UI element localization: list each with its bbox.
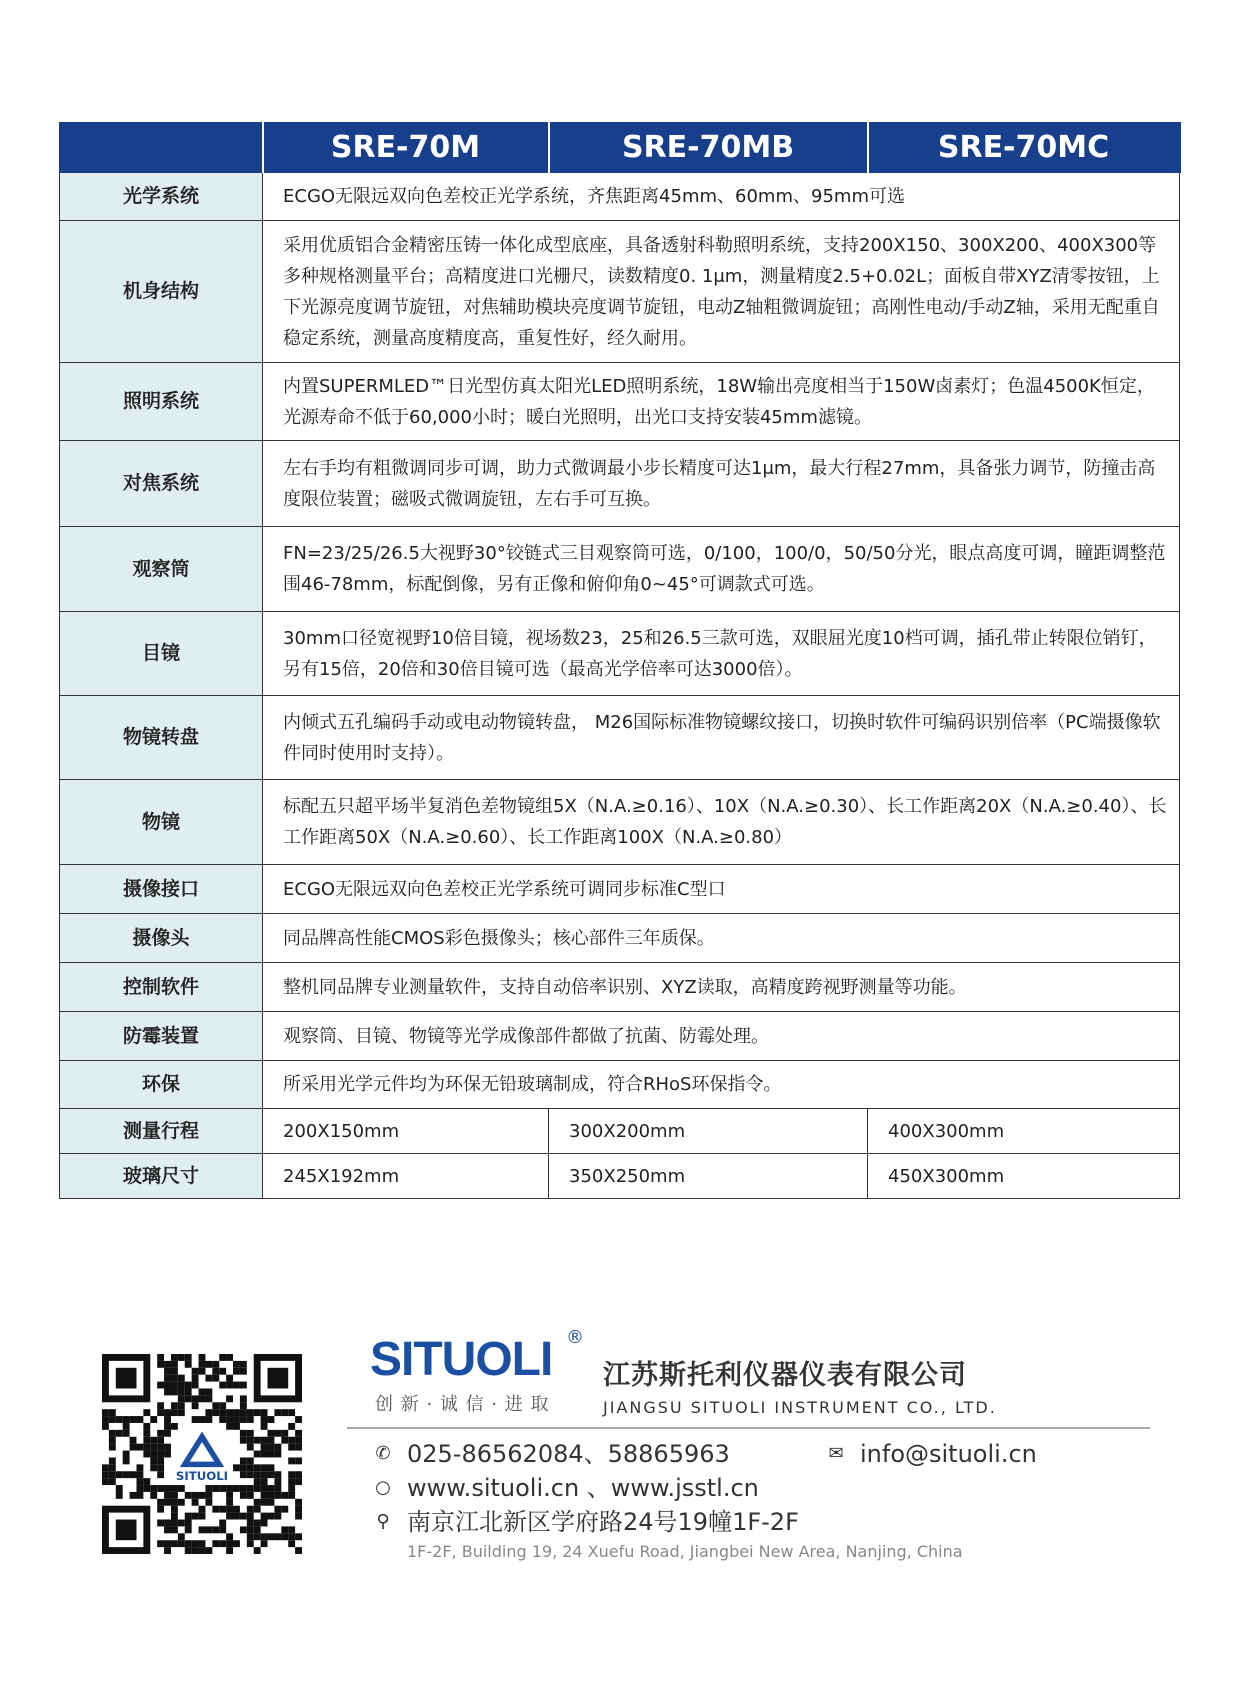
row-value: ECGO无限远双向色差校正光学系统，齐焦距离45mm、60mm、95mm可选 <box>263 173 1180 221</box>
model-header: SRE-70M <box>263 123 549 173</box>
row-label: 控制软件 <box>60 963 263 1012</box>
row-value: FN=23/25/26.5大视野30°铰链式三目观察筒可选，0/100，100/0，50/50分光，眼点高度可调，瞳距调整范围46-78mm，标配倒像，另有正像和俯仰角0~45°可调款式可选。 <box>263 527 1180 612</box>
email-icon: ✉ <box>828 1443 844 1464</box>
phone-text: 025-86562084、58865963 <box>407 1440 730 1468</box>
row-value: 观察筒、目镜、物镜等光学成像部件都做了抗菌、防霉处理。 <box>263 1012 1180 1061</box>
row-value: 整机同品牌专业测量软件，支持自动倍率识别、XYZ读取，高精度跨视野测量等功能。 <box>263 963 1180 1012</box>
web-text[interactable]: www.situoli.cn 、www.jsstl.cn <box>407 1474 759 1502</box>
phone-icon: ✆ <box>375 1443 391 1464</box>
row-label: 目镜 <box>60 612 263 696</box>
row-label: 测量行程 <box>60 1109 263 1154</box>
web-line <box>373 1474 759 1502</box>
model-value: 300X200mm <box>549 1109 868 1154</box>
address-en: 1F-2F, Building 19, 24 Xuefu Road, Jiangbei New Area, Nanjing, China <box>407 1542 963 1561</box>
row-value: 内倾式五孔编码手动或电动物镜转盘， M26国际标准物镜螺纹接口，切换时软件可编码识别倍率（PC端摄像软件同时使用时支持）。 <box>263 696 1180 780</box>
address-line <box>373 1508 799 1536</box>
row-label: 物镜 <box>60 780 263 865</box>
row-label: 照明系统 <box>60 363 263 441</box>
row-label: 机身结构 <box>60 221 263 363</box>
model-value: 350X250mm <box>549 1154 868 1199</box>
model-value: 200X150mm <box>263 1109 549 1154</box>
location-pin-icon: ⚲ <box>376 1511 390 1532</box>
row-label: 对焦系统 <box>60 441 263 527</box>
divider <box>347 1427 1150 1429</box>
model-header: SRE-70MC <box>868 123 1180 173</box>
row-value: 内置SUPERMLED™日光型仿真太阳光LED照明系统，18W输出亮度相当于150W卤素灯；色温4500K恒定，光源寿命不低于60,000小时；暖白光照明，出光口支持安装45mm滤镜。 <box>263 363 1180 441</box>
row-value: 同品牌高性能CMOS彩色摄像头；核心部件三年质保。 <box>263 914 1180 963</box>
email-line <box>826 1440 1037 1468</box>
row-value: 采用优质铝合金精密压铸一体化成型底座，具备透射科勒照明系统，支持200X150、300X200、400X300等多种规格测量平台；高精度进口光栅尺，读数精度0. 1μm，测量精度2.5+0.02L；面板自带XYZ清零按钮，上下光源亮度调节旋钮，对焦辅助模块亮度调节旋钮，电动Z轴粗微调旋钮；高刚性电动/手动Z轴，采用无配重自稳定系统，测量高度精度高，重复性好，经久耐用。 <box>263 221 1180 363</box>
company-name-cn: 江苏斯托利仪器仪表有限公司 <box>603 1360 967 1391</box>
row-value: 标配五只超平场半复消色差物镜组5X（N.A.≥0.16）、10X（N.A.≥0.30）、长工作距离20X（N.A.≥0.40）、长工作距离50X（N.A.≥0.60）、长工作距离100X（N.A.≥0.80） <box>263 780 1180 865</box>
model-value: 450X300mm <box>868 1154 1180 1199</box>
model-value: 400X300mm <box>868 1109 1180 1154</box>
brand-logo: SITUOLI <box>370 1333 553 1386</box>
row-value: 左右手均有粗微调同步可调，助力式微调最小步长精度可达1μm，最大行程27mm，具备张力调节，防撞击高度限位装置；磁吸式微调旋钮，左右手可互换。 <box>263 441 1180 527</box>
company-name-en: JIANGSU SITUOLI INSTRUMENT CO., LTD. <box>603 1398 997 1417</box>
phone-line <box>373 1440 730 1468</box>
row-label: 物镜转盘 <box>60 696 263 780</box>
row-label: 光学系统 <box>60 173 263 221</box>
row-label: 摄像接口 <box>60 865 263 914</box>
row-value: 30mm口径宽视野10倍目镜，视场数23，25和26.5三款可选，双眼屈光度10档可调，插孔带止转限位销钉，另有15倍，20倍和30倍目镜可选（最高光学倍率可达3000倍）。 <box>263 612 1180 696</box>
row-label: 防霉装置 <box>60 1012 263 1061</box>
row-label: 玻璃尺寸 <box>60 1154 263 1199</box>
row-label: 摄像头 <box>60 914 263 963</box>
row-label: 环保 <box>60 1061 263 1109</box>
registered-mark: ® <box>566 1327 584 1348</box>
row-value: 所采用光学元件均为环保无铅玻璃制成，符合RHoS环保指令。 <box>263 1061 1180 1109</box>
row-label: 观察筒 <box>60 527 263 612</box>
address-cn: 南京江北新区学府路24号19幢1F-2F <box>407 1508 799 1536</box>
globe-icon: ○ <box>375 1477 391 1498</box>
email-text[interactable]: info@situoli.cn <box>860 1440 1037 1468</box>
qr-code <box>102 1354 302 1554</box>
qr-logo: SITUOLI <box>175 1469 229 1484</box>
slogan: 创 新 · 诚 信 · 进 取 <box>375 1394 550 1415</box>
row-value: ECGO无限远双向色差校正光学系统可调同步标准C型口 <box>263 865 1180 914</box>
model-value: 245X192mm <box>263 1154 549 1199</box>
model-header: SRE-70MB <box>549 123 868 173</box>
